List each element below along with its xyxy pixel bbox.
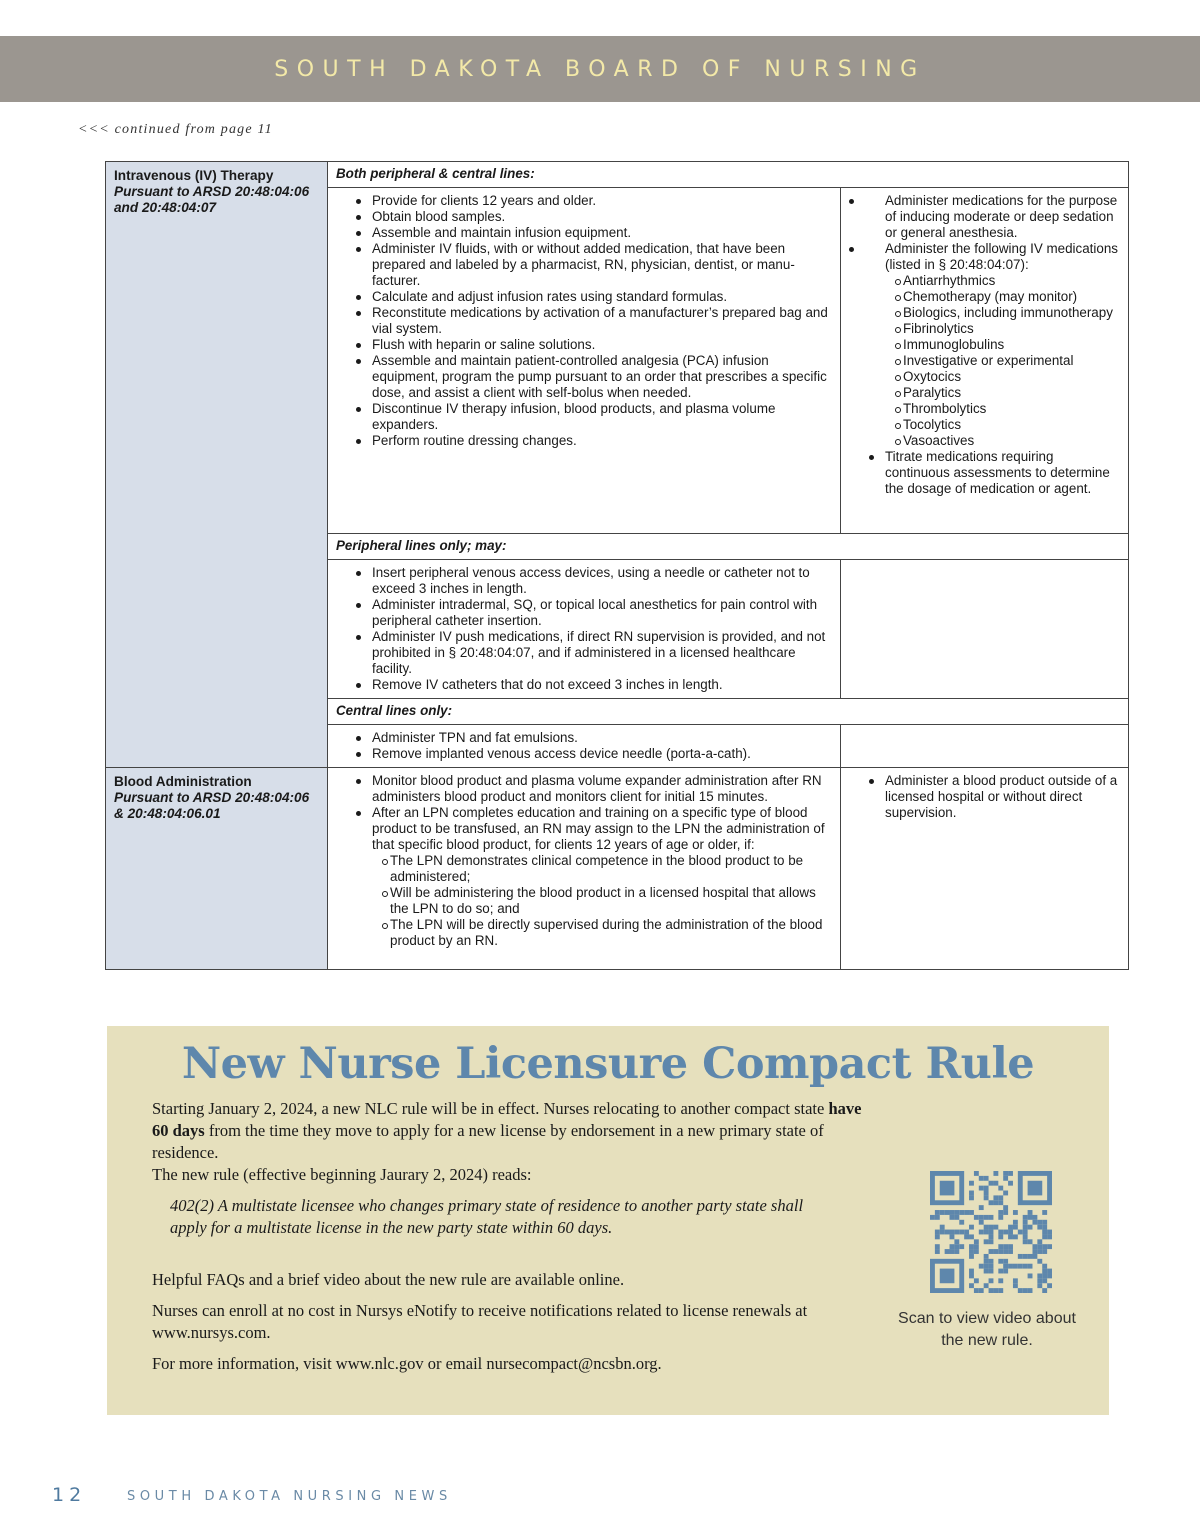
peripheral-lines-may bbox=[328, 560, 841, 699]
both-lines-may-list bbox=[354, 193, 832, 449]
list-item: The LPN demonstrates clinical competence in the blood product to be administered; bbox=[382, 853, 832, 885]
central-lines-header: Central lines only: bbox=[328, 699, 1129, 725]
publication-name: SOUTH DAKOTA NURSING NEWS bbox=[127, 1489, 452, 1504]
nlc-rule-intro: The new rule (effective beginning Jaurary 2, 2024) reads: bbox=[152, 1165, 532, 1184]
both-lines-header: Both peripheral & central lines: bbox=[328, 162, 1129, 188]
blood-administration-may-not-list bbox=[867, 773, 1120, 821]
list-item: Administer medications for the purpose of inducing moderate or deep sedation or general anesthesia. bbox=[849, 193, 1120, 241]
list-item: Flush with heparin or saline solutions. bbox=[354, 337, 832, 353]
continued-note: <<< continued from page 11 bbox=[78, 122, 273, 137]
list-item: The LPN will be directly supervised during the administration of the blood product by an RN. bbox=[382, 917, 832, 949]
list-item bbox=[849, 241, 1120, 449]
list-item: Investigative or experimental bbox=[895, 353, 1120, 369]
nlc-intro-text: Starting January 2, 2024, a new NLC rule will be in effect. Nurses relocating to another compact state bbox=[152, 1099, 829, 1118]
list-item: Administer TPN and fat emulsions. bbox=[354, 730, 832, 746]
list-item bbox=[354, 805, 832, 949]
nlc-faq-note: Helpful FAQs and a brief video about the new rule are available online. bbox=[152, 1270, 625, 1289]
list-item: Obtain blood samples. bbox=[354, 209, 832, 225]
list-item: Biologics, including immunotherapy bbox=[895, 305, 1120, 321]
peripheral-lines-header: Peripheral lines only; may: bbox=[328, 534, 1129, 560]
list-item: Calculate and adjust infusion rates using standard formulas. bbox=[354, 289, 832, 305]
scope-of-practice-table bbox=[105, 161, 1129, 970]
nlc-contact-note: For more information, visit www.nlc.gov or email nursecompact@ncsbn.org. bbox=[152, 1354, 662, 1373]
list-item: Administer a blood product outside of a licensed hospital or without direct supervision. bbox=[867, 773, 1120, 821]
nlc-rule-quote: 402(2) A multistate licensee who changes primary state of residence to another party state shall apply for a multistate license in the new party state within 60 days. bbox=[170, 1196, 804, 1237]
nlc-rule-title: New Nurse Licensure Compact Rule bbox=[181, 1039, 1035, 1089]
both-lines-may bbox=[328, 188, 841, 534]
peripheral-lines-may-not bbox=[841, 560, 1129, 699]
both-lines-may-not-list bbox=[849, 193, 1120, 449]
list-item: Tocolytics bbox=[895, 417, 1120, 433]
iv-therapy-regulation: Pursuant to ARSD 20:48:04:06 and 20:48:04:07 bbox=[114, 184, 310, 215]
list-item: Chemotherapy (may monitor) bbox=[895, 289, 1120, 305]
list-item: Paralytics bbox=[895, 385, 1120, 401]
list-item: Oxytocics bbox=[895, 369, 1120, 385]
iv-therapy-category bbox=[106, 162, 328, 768]
list-item-text: Administer the following IV medications (listed in § 20:48:04:07): bbox=[885, 241, 1118, 272]
list-item-text: After an LPN completes education and training on a specific type of blood product to be transfused, an RN may assign to the LPN the administration of that specific blood product, for clients 12 years of age or older, if: bbox=[372, 805, 825, 852]
list-item: Immunoglobulins bbox=[895, 337, 1120, 353]
list-item: Administer IV fluids, with or without added medication, that have been prepared and labeled by a pharmacist, RN, physician, dentist, or manu-facturer. bbox=[354, 241, 832, 289]
page-number: 12 bbox=[52, 1484, 87, 1506]
list-item: Provide for clients 12 years and older. bbox=[354, 193, 832, 209]
list-item: Administer intradermal, SQ, or topical local anesthetics for pain control with peripheral catheter insertion. bbox=[354, 597, 832, 629]
list-item: Discontinue IV therapy infusion, blood products, and plasma volume expanders. bbox=[354, 401, 832, 433]
restricted-medications-list bbox=[895, 273, 1120, 449]
blood-administration-may bbox=[328, 768, 841, 970]
blood-administration-title: Blood Administration bbox=[114, 774, 252, 789]
both-lines-may-not bbox=[841, 188, 1129, 534]
list-item: Assemble and maintain infusion equipment. bbox=[354, 225, 832, 241]
qr-code-icon[interactable] bbox=[930, 1171, 1052, 1293]
list-item: Insert peripheral venous access devices, using a needle or catheter not to exceed 3 inches in length. bbox=[354, 565, 832, 597]
blood-conditions-list bbox=[382, 853, 832, 949]
nlc-enotify-note: Nurses can enroll at no cost in Nursys eNotify to receive notifications related to license renewals at www.nursys.com. bbox=[152, 1301, 808, 1342]
list-item: Perform routine dressing changes. bbox=[354, 433, 832, 449]
list-item: Thrombolytics bbox=[895, 401, 1120, 417]
list-item: Remove implanted venous access device needle (porta-a-cath). bbox=[354, 746, 832, 762]
central-lines-may bbox=[328, 725, 841, 768]
blood-administration-may-not bbox=[841, 768, 1129, 970]
nlc-intro-text-end: from the time they move to apply for a new license by endorsement in a new primary state of residence. bbox=[152, 1121, 824, 1162]
nlc-intro-paragraph bbox=[152, 1098, 882, 1164]
list-item: Remove IV catheters that do not exceed 3 inches in length. bbox=[354, 677, 832, 693]
blood-administration-category bbox=[106, 768, 328, 970]
list-item: Titrate medications requiring continuous assessments to determine the dosage of medication or agent. bbox=[867, 449, 1120, 497]
blood-administration-may-list bbox=[354, 773, 832, 949]
list-item: Fibrinolytics bbox=[895, 321, 1120, 337]
list-item: Will be administering the blood product in a licensed hospital that allows the LPN to do so; and bbox=[382, 885, 832, 917]
central-lines-may-not bbox=[841, 725, 1129, 768]
central-lines-may-list bbox=[354, 730, 832, 762]
peripheral-lines-may-list bbox=[354, 565, 832, 693]
nlc-intro-emphasis: have 60 days bbox=[152, 1099, 862, 1140]
masthead-title: SOUTH DAKOTA BOARD OF NURSING bbox=[274, 56, 926, 82]
list-item: Monitor blood product and plasma volume expander administration after RN administers blood product and monitors client for initial 15 minutes. bbox=[354, 773, 832, 805]
both-lines-may-not-list-2 bbox=[867, 449, 1120, 497]
masthead-banner bbox=[0, 36, 1200, 102]
list-item: Assemble and maintain patient-controlled analgesia (PCA) infusion equipment, program the pump pursuant to an order that prescribes a specific dose, and assist a client with self-bolus when needed. bbox=[354, 353, 832, 401]
qr-caption: Scan to view video about the new rule. bbox=[898, 1310, 1076, 1349]
list-item: Reconstitute medications by activation of a manufacturer’s prepared bag and vial system. bbox=[354, 305, 832, 337]
nlc-rule-panel bbox=[107, 1026, 1109, 1415]
iv-therapy-title: Intravenous (IV) Therapy bbox=[114, 168, 274, 183]
list-item: Administer IV push medications, if direct RN supervision is provided, and not prohibited in § 20:48:04:07, and if administered in a licensed healthcare facility. bbox=[354, 629, 832, 677]
list-item: Vasoactives bbox=[895, 433, 1120, 449]
blood-administration-regulation: Pursuant to ARSD 20:48:04:06 & 20:48:04:06.01 bbox=[114, 790, 310, 821]
list-item: Antiarrhythmics bbox=[895, 273, 1120, 289]
